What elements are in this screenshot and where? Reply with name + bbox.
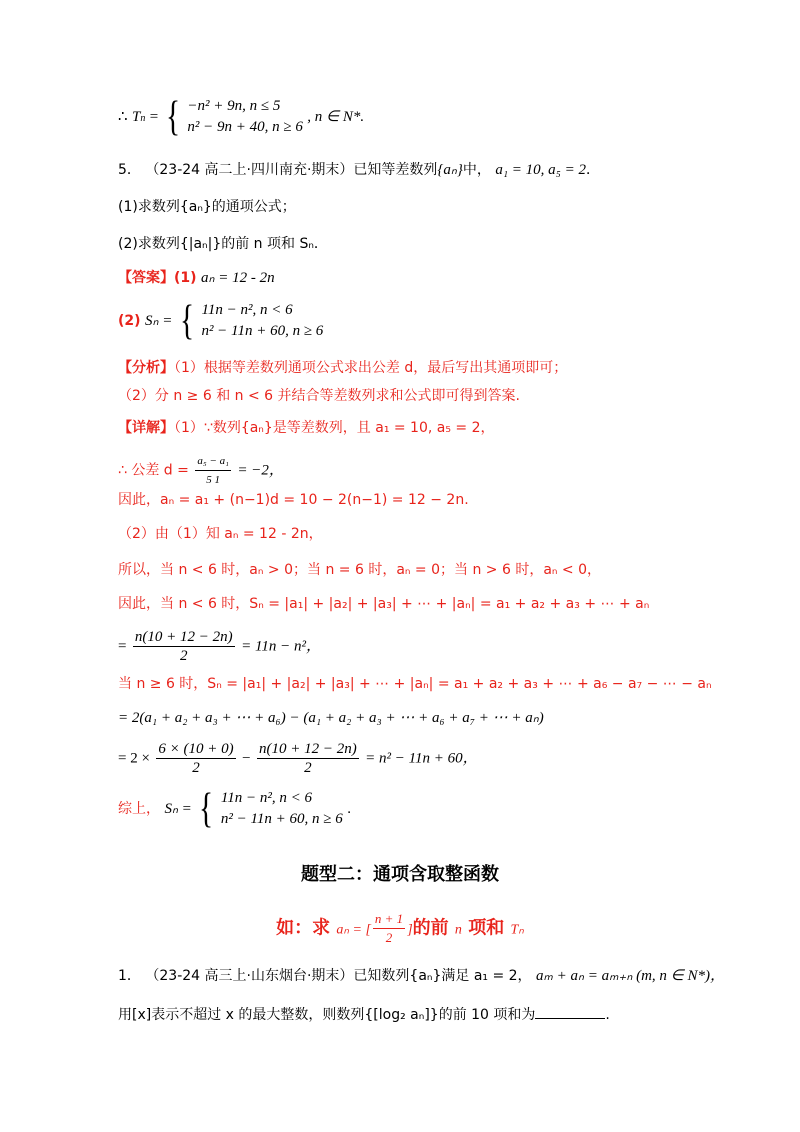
problem5-q1: (1)求数列{aₙ}的通项公式； <box>118 199 296 215</box>
subtitle-close: ] <box>407 922 413 938</box>
detail-label: 【详解】 <box>118 420 174 436</box>
analysis-line-2: （2）分 n ≥ 6 和 n < 6 并结合等差数列求和公式即可得到答案. <box>118 388 520 404</box>
problem1-end: . <box>605 1007 610 1023</box>
detail-line-7 <box>118 628 321 665</box>
problem1-stem <box>118 966 725 986</box>
detail-l11-case-1: 11n − n², n < 6 <box>220 790 313 806</box>
section-subtitle <box>0 910 800 947</box>
detail-l2-num: a₅ − a₁ <box>195 452 231 471</box>
subtitle-fraction <box>373 910 405 947</box>
detail-l7-den: 2 <box>180 648 188 664</box>
detail-l10-post: = n² − 11n + 60， <box>365 750 478 767</box>
tn-conclusion <box>118 96 364 138</box>
tn-case-2: n² − 9n + 40, n ≥ 6 <box>187 119 303 135</box>
detail-l11-cases <box>221 788 343 830</box>
detail-l7-pre: = <box>118 638 127 655</box>
detail-line-5: 所以，当 n < 6 时，aₙ > 0；当 n = 6 时，aₙ = 0；当 n > 6 时，aₙ < 0， <box>118 562 602 578</box>
detail-line-8: 当 n ≥ 6 时，Sₙ = |a₁| + |a₂| + |a₃| + ⋯ + |aₙ| = a₁ + a₂ + a₃ + ⋯ + a₆ − a₇ − ⋯ − aₙ <box>118 676 712 692</box>
tn-case-1: −n² + 9n, n ≤ 5 <box>187 98 281 114</box>
subtitle-den: 2 <box>385 930 393 945</box>
detail-text-1: （1）∵数列{aₙ}是等差数列，且 a₁ = 10, a₅ = 2， <box>174 420 495 436</box>
detail-l10-num2: n(10 + 12 − 2n) <box>258 741 357 757</box>
detail-l10-den1: 2 <box>192 760 200 776</box>
problem1-cond: aₘ + aₙ = aₘ₊ₙ (m, n ∈ N*)， <box>536 968 725 984</box>
detail-l7-post: = 11n − n²， <box>241 638 321 655</box>
answer-sn-case-1: 11n − n², n < 6 <box>201 302 293 318</box>
tn-lhs-sub: n <box>140 113 146 124</box>
subtitle-t: Tₙ <box>510 922 524 938</box>
brace-symbol: { <box>165 94 180 140</box>
analysis-text-1: （1）根据等差数列通项公式求出公差 d，最后写出其通项即可； <box>174 360 568 376</box>
detail-l2-fraction <box>195 452 231 489</box>
problem5-source: （23-24 高二上·四川南充·期末） <box>145 162 354 178</box>
detail-l11-lhs: Sₙ = <box>164 801 192 817</box>
brace-symbol: { <box>179 298 194 344</box>
subtitle-post: 项和 <box>468 917 505 939</box>
therefore-symbol: ∴ <box>118 109 128 125</box>
detail-line-9: = 2(a₁ + a₂ + a₃ + ⋯ + a₆) − (a₁ + a₂ + a₃ + ⋯ + a₆ + a₇ + ⋯ + aₙ) <box>118 710 544 726</box>
detail-l10-pre: = 2 × <box>118 750 150 767</box>
problem5-seq: {aₙ} <box>437 162 463 178</box>
answer-part2: (2) <box>118 313 141 329</box>
answer-line-1 <box>118 268 275 288</box>
detail-l11-end: . <box>347 801 351 817</box>
tn-lhs: T <box>132 109 141 125</box>
detail-l10-fraction-1 <box>156 740 235 777</box>
answer-an: aₙ = 12 - 2n <box>201 270 275 286</box>
detail-line-2 <box>118 452 284 489</box>
problem1-line-2 <box>118 1004 610 1025</box>
section-title: 题型二：通项含取整函数 <box>301 864 499 885</box>
detail-l7-fraction <box>133 628 235 665</box>
detail-l7-num: n(10 + 12 − 2n) <box>134 629 233 645</box>
subtitle-pre: 如：求 <box>276 917 331 939</box>
detail-line-3: 因此，aₙ = a₁ + (n−1)d = 10 − 2(n−1) = 12 − 2n. <box>118 492 469 508</box>
analysis-line-1 <box>118 358 567 378</box>
detail-l2-den: 5 1 <box>206 474 220 486</box>
detail-line-4: （2）由（1）知 aₙ = 12 - 2n， <box>118 526 323 542</box>
answer-line-2 <box>118 300 323 342</box>
problem5-stem-text: 已知等差数列 <box>353 162 438 178</box>
detail-line-6: 因此，当 n < 6 时，Sₙ = |a₁| + |a₂| + |a₃| + ⋯ + |aₙ| = a₁ + a₂ + a₃ + ⋯ + aₙ <box>118 596 650 612</box>
answer-sn-lhs: Sₙ = <box>145 313 173 329</box>
detail-line-11 <box>118 788 351 830</box>
subtitle-mid: 的前 <box>412 917 449 939</box>
answer-blank[interactable] <box>535 1004 605 1019</box>
detail-l11-case-2: n² − 11n + 60, n ≥ 6 <box>220 811 343 827</box>
answer-sn-case-2: n² − 11n + 60, n ≥ 6 <box>201 323 324 339</box>
analysis-label: 【分析】 <box>118 360 174 376</box>
problem5-end: ． <box>586 162 601 178</box>
problem5-stem-text2: 中， <box>462 162 491 178</box>
detail-l2-pre: ∴ 公差 d = <box>118 462 189 479</box>
problem5-q2: (2)求数列{|aₙ|}的前 n 项和 Sₙ． <box>118 236 328 252</box>
tn-cases <box>187 96 302 138</box>
tn-domain: , n ∈ N*. <box>307 109 365 125</box>
detail-l10-mid: − <box>242 750 251 767</box>
answer-label: 【答案】 <box>118 270 174 286</box>
problem1-stem-text: 已知数列{aₙ}满足 a₁ = 2， <box>353 968 532 984</box>
detail-line-10 <box>118 740 478 777</box>
brace-symbol: { <box>199 786 214 832</box>
subtitle-formula: aₙ = [ <box>336 922 371 938</box>
detail-l11-pre: 综上， <box>118 801 160 817</box>
subtitle-num: n + 1 <box>373 910 405 929</box>
subtitle-n: n <box>454 922 462 938</box>
problem1-number: 1． <box>118 968 141 984</box>
detail-l10-fraction-2 <box>257 740 359 777</box>
detail-line-1 <box>118 418 495 438</box>
answer-part1: (1) <box>174 270 197 286</box>
detail-l2-post: = −2， <box>237 462 284 479</box>
problem1-source: （23-24 高三上·山东烟台·期末） <box>145 968 354 984</box>
tn-eq: = <box>149 109 159 125</box>
problem1-line-2-text: 用[x]表示不超过 x 的最大整数，则数列{[log₂ aₙ]}的前 10 项和为 <box>118 1007 536 1023</box>
problem5-stem <box>118 160 600 180</box>
detail-l10-den2: 2 <box>304 760 312 776</box>
problem5-number: 5． <box>118 162 141 178</box>
detail-l10-num1: 6 × (10 + 0) <box>158 741 234 757</box>
answer-sn-cases <box>201 300 323 342</box>
problem5-given: a₁ = 10, a₅ = 2 <box>495 162 587 178</box>
